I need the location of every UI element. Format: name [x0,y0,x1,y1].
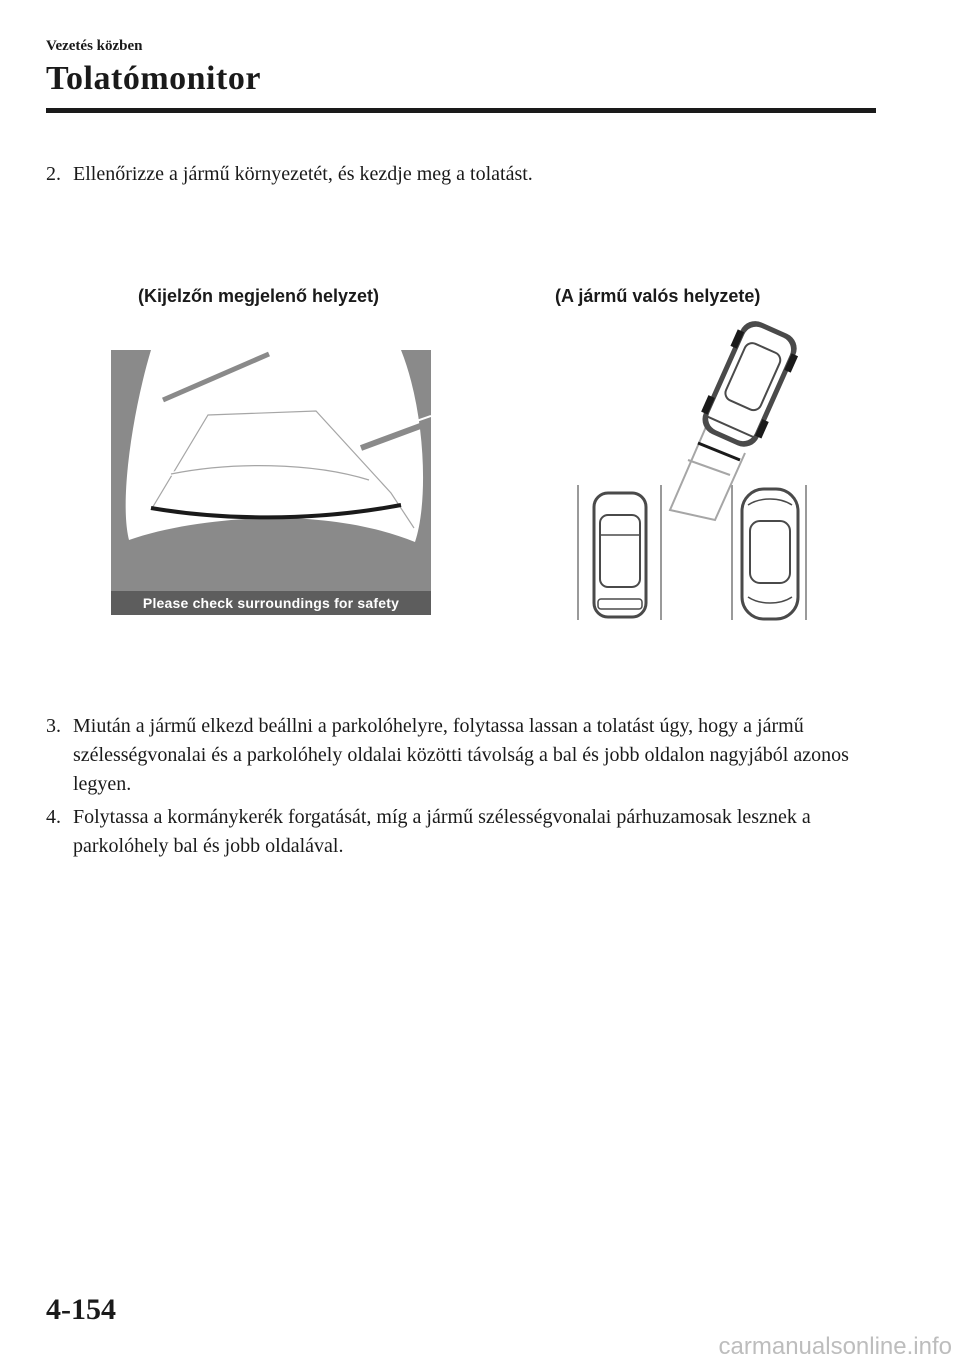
step-text: Folytassa a kormánykerék forgatását, míg a jármű szélességvonalai párhuzamosak lesznek a parkolóhely bal és jobb oldalával. [73,806,811,857]
step-2 [46,160,876,189]
monitor-message: Please check surroundings for safety [111,591,431,615]
parked-car-right [742,489,798,619]
display-caption: (Kijelzőn megjelenő helyzet) [138,286,380,306]
step-text: Miután a jármű elkezd beállni a parkolóhelyre, folytassa lassan a tolatást úgy, hogy a jármű szélességvonalai és a parkolóhely oldalai közötti távolság a bal és jobb oldalon nagyjából azonos legyen. [73,715,849,795]
step-3 [46,712,876,799]
monitor-floor [126,350,423,542]
monitor-view [111,350,431,615]
watermark: carmanualsonline.info [718,1333,952,1360]
section-label: Vezetés közben [46,38,143,54]
page-title: Tolatómonitor [46,60,261,97]
title-rule [46,108,876,113]
step-number: 3. [46,715,61,737]
parking-diagram [570,315,820,625]
reversing-car [695,315,805,453]
step-4 [46,803,876,861]
parked-car-left [594,493,646,617]
distance-mark [698,443,740,460]
step-number: 2. [46,163,61,185]
actual-caption: (A jármű valós helyzete) [555,286,761,306]
page-number: 4-154 [46,1293,116,1326]
step-number: 4. [46,806,61,828]
step-text: Ellenőrizze a jármű környezetét, és kezdje meg a tolatást. [73,163,533,185]
